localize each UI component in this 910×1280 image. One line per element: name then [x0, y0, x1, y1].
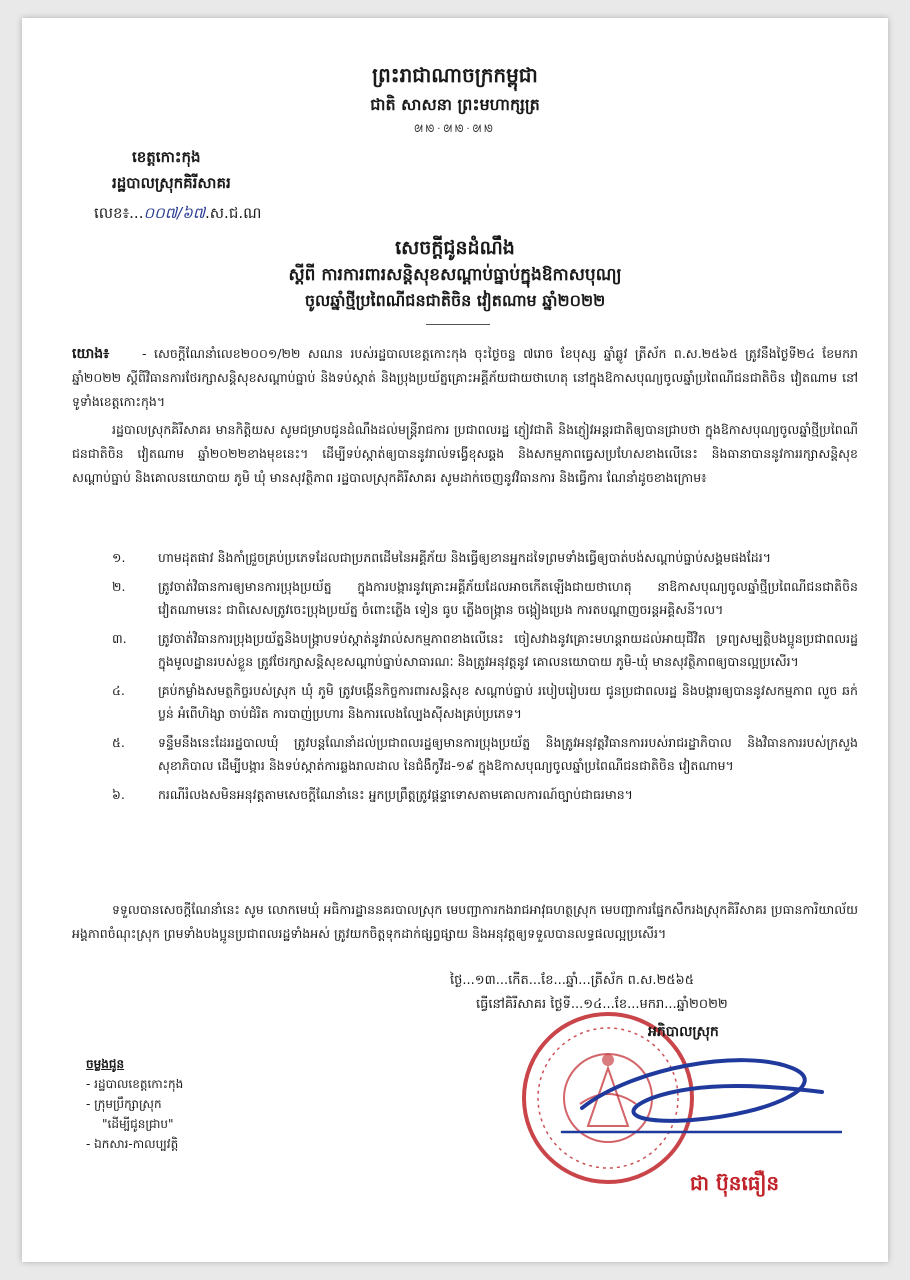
document-title: សេចក្តីជូនដំណឹង [395, 237, 515, 259]
national-motto: ជាតិ សាសនា ព្រះមហាក្សត្រ [370, 95, 540, 114]
list-item [112, 783, 858, 806]
list-item [112, 546, 858, 569]
signatory-title: អភិបាលស្រុក [648, 1024, 719, 1040]
item-number: ២. [112, 579, 126, 594]
cc-item: "ដើម្បីជូនជ្រាប" [102, 1117, 174, 1131]
intro-paragraph: រដ្ឋបាលស្រុកគិរីសាគរ មានកិត្តិយស សូមជម្រាបជូនដំណឹងដល់មន្ត្រីរាជការ ប្រជាពលរដ្ឋ ភ្ញៀវជាតិ និងភ្ញៀវអន្តរជាតិឲ្យបានជ្រាបថា ក្នុងឱកាសបុណ្យចូលឆ្នាំថ្មីប្រពៃណីជនជាតិចិន វៀតណាម ឆ្នាំ២០២២ខាងមុខនេះ។ ដើម្បីទប់ស្កាត់ឲ្យបាននូវរាល់ទង្វើខុសឆ្គង និងសកម្មភាពធ្វេសប្រហែសខាងលើនេះ និងធានាបាននូវការរក្សាសន្តិសុខ សណ្តាប់ធ្នាប់ និងគោលនយោបាយ ភូមិ ឃុំ មានសុវត្ថិភាព រដ្ឋបាលស្រុកគិរីសាគរ សូមដាក់ចេញនូវវិធានការ និងធ្វើការ ណែនាំដូចខាងក្រោម៖ [72, 422, 858, 485]
item-number: ៤. [112, 683, 125, 698]
reference-label: យោង៖ [72, 346, 110, 362]
item-text: ករណីរំលងសមិនអនុវត្តតាមសេចក្តីណែនាំនេះ អ្នកប្រព្រឹត្តត្រូវផ្តន្ទាទោសតាមគោលការណ៍ច្បាប់ជាធរមាន។ [158, 787, 633, 802]
document-page [22, 18, 888, 1262]
cc-item: - រដ្ឋបាលខេត្តកោះកុង [86, 1077, 184, 1091]
list-item [112, 575, 858, 621]
item-text: ត្រូវចាត់វិធានការប្រុងប្រយ័ត្ននិងបង្ក្រាបទប់ស្កាត់នូវរាល់សកម្មភាពខាងលើនេះ ចៀសវាងនូវគ្រោះមហន្តរាយដល់អាយុជីវិត ទ្រព្យសម្បត្តិបងប្អូនប្រជាពលរដ្ឋក្នុងមូលដ្ឋានរបស់ខ្លួន ត្រូវថែរក្សាសន្តិសុខសណ្តាប់ធ្នាប់សាធារណៈ និងត្រូវអនុវត្តនូវ គោលនយោបាយ ភូមិ-ឃុំ មានសុវត្ថិភាពឲ្យបានល្អប្រសើរ។ [158, 631, 858, 669]
lunar-date: ថ្ងៃ...១៣...កើត...ខែ...ឆ្នាំ...ត្រីស័ក ព.ស.២៥៦៥ [450, 973, 694, 988]
item-text: គ្រប់កម្លាំងសមត្ថកិច្ចរបស់ស្រុក ឃុំ ភូមិ ត្រូវបង្កើនកិច្ចការពារសន្តិសុខ សណ្តាប់ធ្នាប់ របៀបរៀបរយ ជូនប្រជាពលរដ្ឋ និងបង្ការឲ្យបាននូវសកម្មភាព លួច ឆក់ ប្លន់ អំពើហិង្សា ចាប់ជំរិត ការបាញ់ប្រហារ និងការលេងល្បែងស៊ីសងគ្រប់ប្រភេទ។ [158, 683, 858, 721]
list-item [112, 731, 858, 777]
title-underline [426, 324, 490, 325]
cc-item: - ឯកសារ-កាលប្បវត្តិ [86, 1137, 179, 1151]
ref-prefix: លេខ៖... [94, 204, 144, 222]
signatory-name: ជា ប៊ុនធឿន [690, 1171, 780, 1195]
solar-date: ធ្វើនៅគិរីសាគរ ថ្ងៃទី...១៤...ខែ...មករា...ឆ្នាំ២០២២ [476, 997, 728, 1012]
district-name: រដ្ឋបាលស្រុកគិរីសាគរ [112, 174, 231, 192]
instruction-list [112, 546, 858, 812]
reference-number [94, 204, 261, 226]
kingdom-heading: ព្រះរាជាណាចក្រកម្ពុជា [372, 63, 538, 87]
item-number: ៣. [112, 631, 127, 646]
ref-suffix: .ស.ជ.ណ [205, 204, 262, 222]
province-name: ខេត្តកោះកុង [132, 148, 201, 166]
item-number: ១. [112, 550, 126, 565]
document-subject-line1: ស្តីពី ការការពារសន្តិសុខសណ្តាប់ធ្នាប់ក្នុងឱកាសបុណ្យ [288, 265, 622, 285]
ornament-divider: ᘛᘚ·ᘛᘚ·ᘛᘚ [414, 124, 496, 135]
ref-number-handwritten: ០០៧/៦៧ [143, 204, 205, 222]
closing-paragraph: ទទួលបានសេចក្តីណែនាំនេះ សូម លោកមេឃុំ អធិការដ្ឋាននគរបាលស្រុក មេបញ្ជាការកងរាជអាវុធហត្ថស្រុក មេបញ្ជាការផ្នែកសឹករងស្រុកគិរីសាគរ ប្រធានការិយាល័យ អង្គភាពចំណុះស្រុក ព្រមទាំងបងប្អូនប្រជាពលរដ្ឋទាំងអស់ ត្រូវយកចិត្តទុកដាក់ផ្សព្វផ្សាយ និងអនុវត្តឲ្យទទួលបានលទ្ធផលល្អប្រសើរ។ [72, 902, 858, 941]
reference-section [72, 342, 858, 414]
reference-text: - សេចក្តីណែនាំលេខ២០០១/២២ សណន របស់រដ្ឋបាលខេត្តកោះកុង ចុះថ្ងៃចន្ទ ៧រោច ខែបុស្ស ឆ្នាំឆ្លូវ ត្រីស័ក ព.ស.២៥៦៥ ត្រូវនឹងថ្ងៃទី២៤ ខែមករា ឆ្នាំ២០២២ ស្តីពីវិធានការថែរក្សាសន្តិសុខសណ្តាប់ធ្នាប់ និងទប់ស្កាត់ និងប្រុងប្រយ័ត្នគ្រោះអគ្គីភ័យជាយថាហេតុ នៅក្នុងឱកាសបុណ្យចូលឆ្នាំប្រពៃណីជនជាតិចិន វៀតណាម នៅទូទាំងខេត្តកោះកុង។ [72, 346, 858, 409]
document-subject-line2: ចូលឆ្នាំថ្មីប្រពៃណីជនជាតិចិន វៀតណាម ឆ្នាំ២០២២ [304, 291, 606, 310]
list-item [112, 627, 858, 673]
cc-section [86, 1054, 183, 1154]
item-text: ត្រូវចាត់វិធានការឲ្យមានការប្រុងប្រយ័ត្ន ក្នុងការបង្ការនូវគ្រោះអគ្គីភ័យដែលអាចកើតឡើងជាយថាហេតុ នាឱកាសបុណ្យចូលឆ្នាំថ្មីប្រពៃណីជនជាតិចិន វៀតណាមនេះ ជាពិសេសត្រូវចេះប្រុងប្រយ័ត្ន ចំពោះភ្លើង ទៀន ធូប ភ្លើងចង្ក្រាន ចង្កៀងប្រេង ការតបណ្តាញចរន្តអគ្គិសនី។ល។ [158, 579, 858, 617]
cc-item: - ក្រុមប្រឹក្សាស្រុក [86, 1097, 162, 1111]
item-text: ហាមដុតផាវ និងកាំជ្រួចគ្រប់ប្រភេទដែលជាប្រភពដើមនៃអគ្គីភ័យ និងធ្វើឲ្យខានអ្នកដទៃព្រមទាំងធ្វើឲ្យបាត់បង់សណ្តាប់ធ្នាប់សង្គមផងដែរ។ [158, 550, 771, 565]
handwritten-signature-icon [542, 1028, 842, 1138]
cc-title: ចម្លងជូន [86, 1057, 125, 1071]
list-item [112, 679, 858, 725]
item-number: ៥. [112, 735, 125, 750]
item-number: ៦. [112, 787, 125, 802]
item-text: ទន្ទឹមនឹងនេះដែររដ្ឋបាលឃុំ ត្រូវបន្តណែនាំដល់ប្រជាពលរដ្ឋឲ្យមានការប្រុងប្រយ័ត្ន និងត្រូវអនុវត្តវិធានការរបស់រាជរដ្ឋាភិបាល និងវិធានការរបស់ក្រសួងសុខាភិបាល ដើម្បីបង្ការ និងទប់ស្កាត់ការឆ្លងរាលដាល នៃជំងឺកូវីដ-១៩ ក្នុងឱកាសបុណ្យចូលឆ្នាំប្រពៃណីជនជាតិចិន វៀតណាម។ [158, 735, 858, 773]
